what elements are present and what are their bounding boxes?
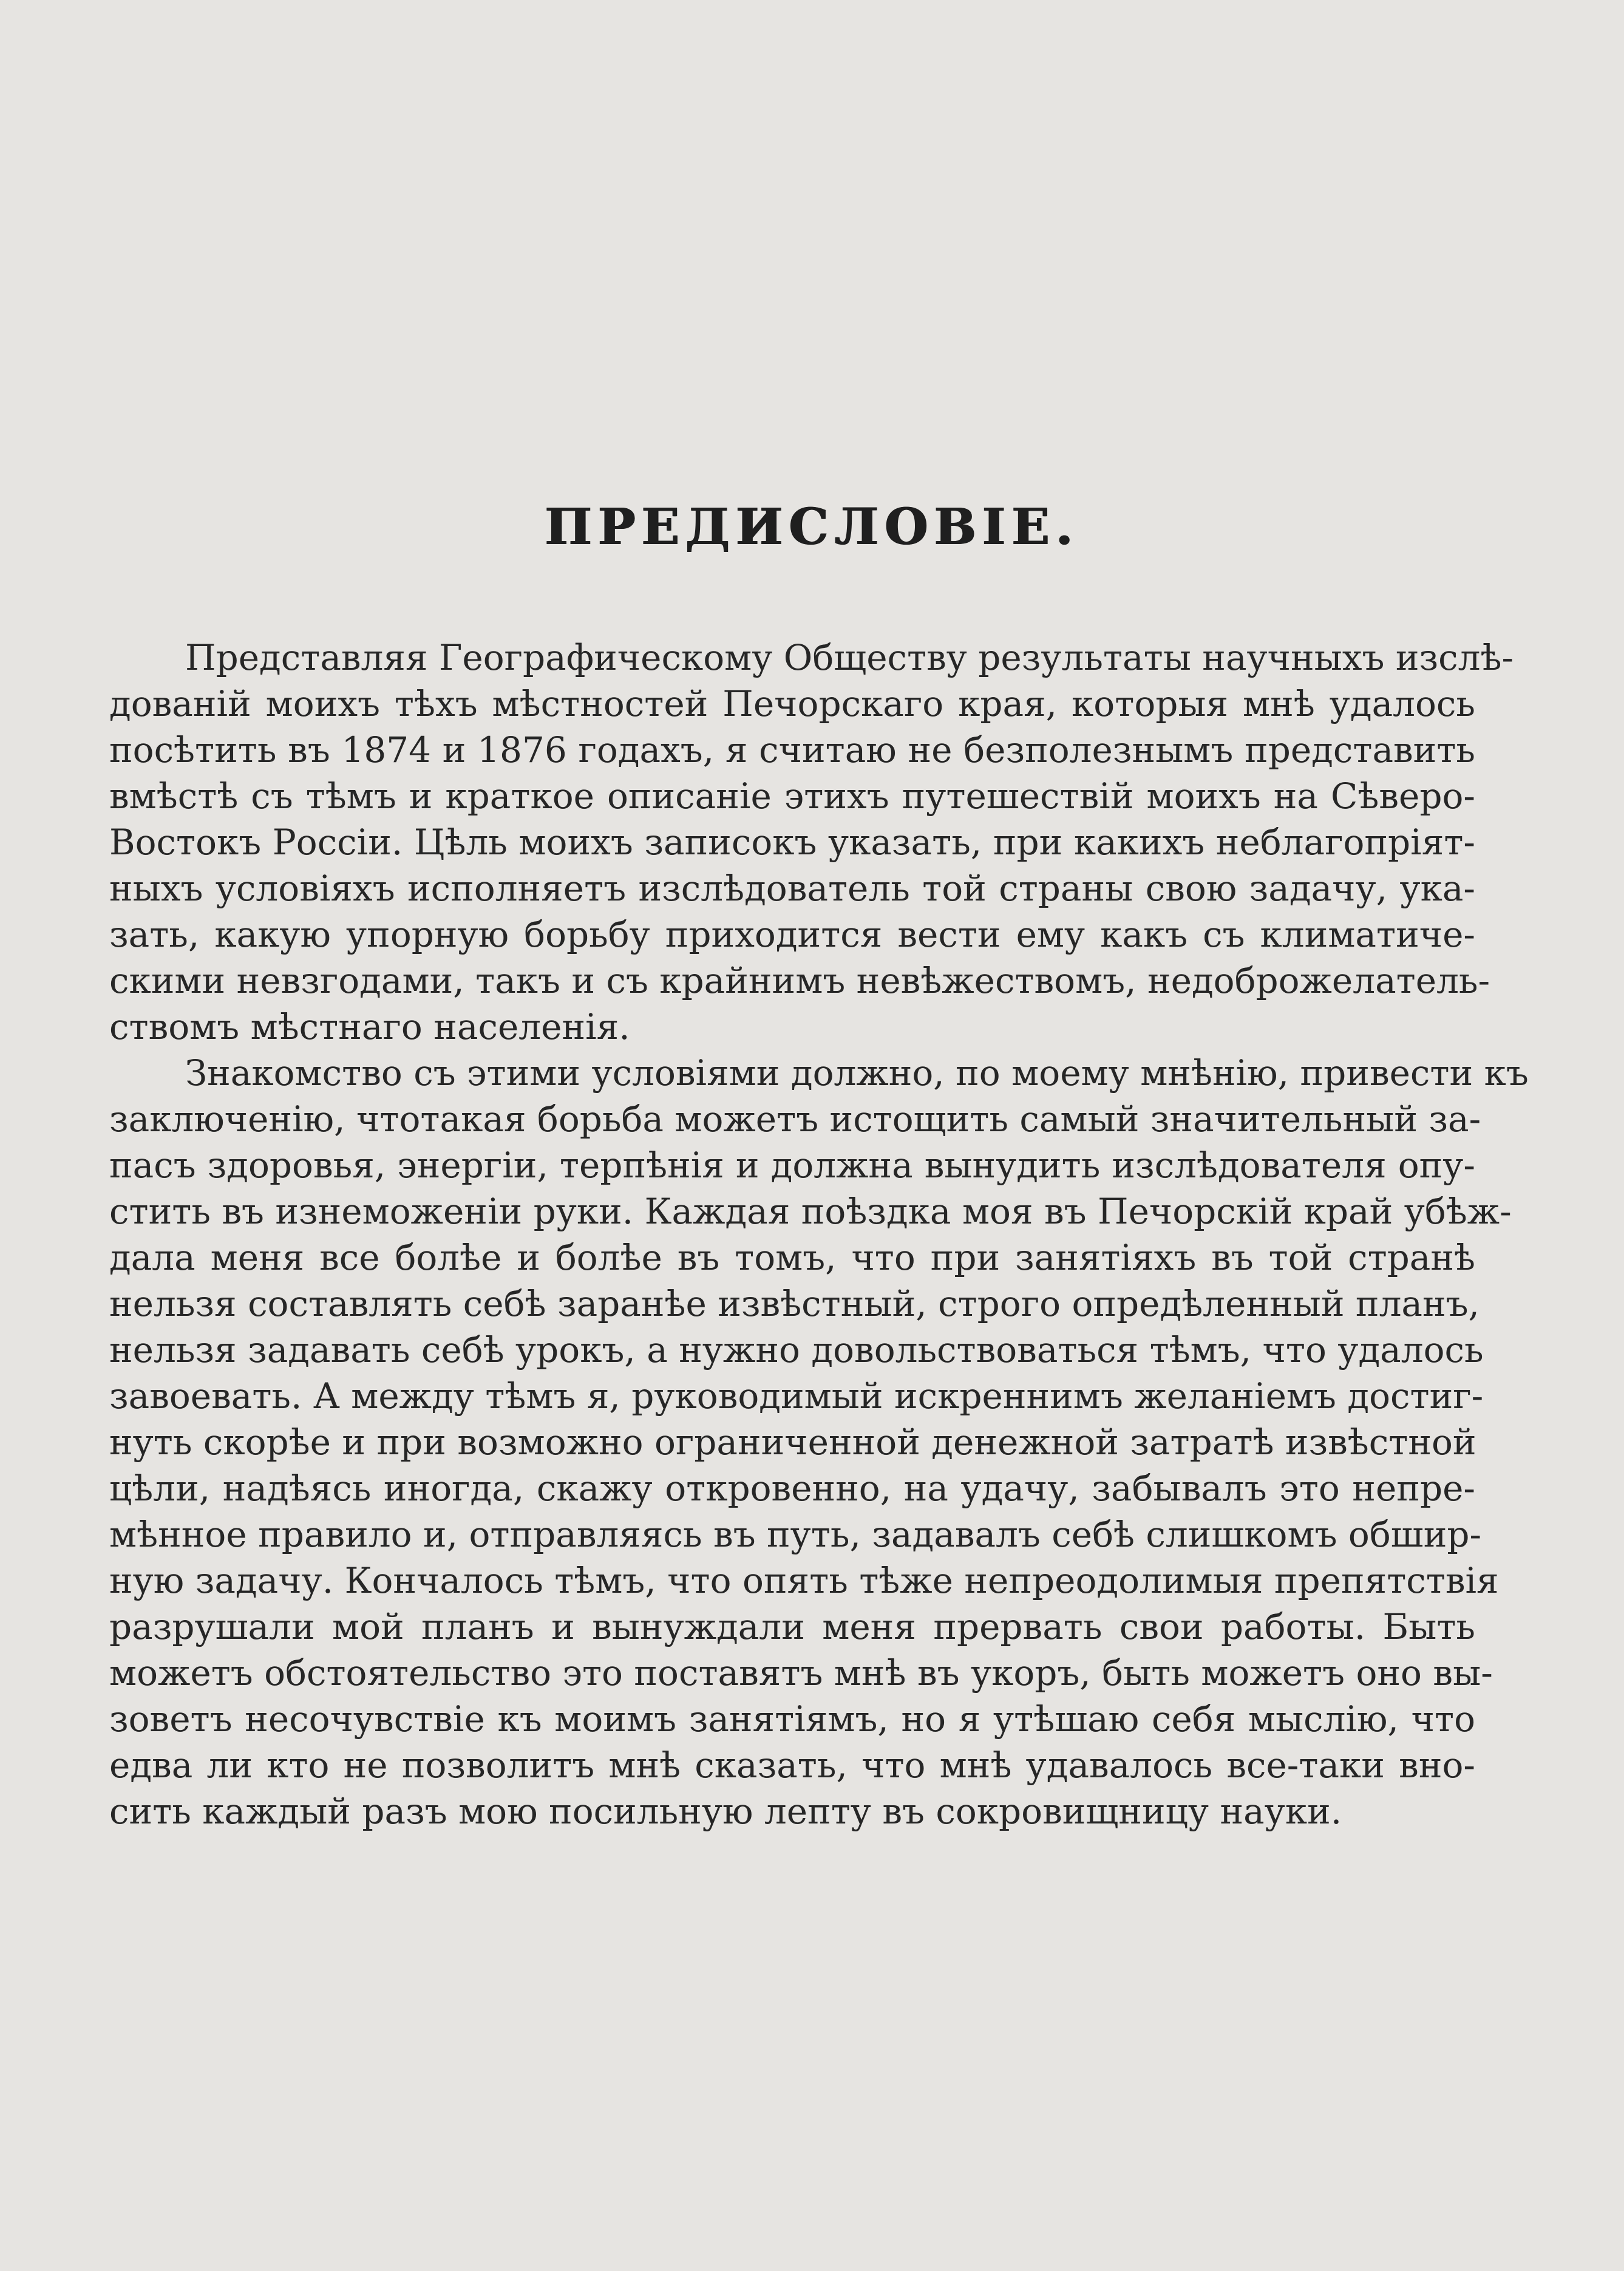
text-line: посѣтить въ 1874 и 1876 годахъ, я считаю не безполезнымъ представить [109,729,1475,771]
text-line: ныхъ условіяхъ исполняетъ изслѣдователь той страны свою задачу, ука- [109,868,1475,909]
page-title: ПРЕДИСЛОВІЕ. [545,498,1079,556]
text-line: Представляя Географическому Обществу результаты научныхъ изслѣ- [185,637,1514,678]
preface-text [109,635,1529,1834]
text-line: пасъ здоровья, энергіи, терпѣнія и должна вынудить изслѣдователя опу- [109,1145,1475,1186]
text-line: дованій моихъ тѣхъ мѣстностей Печорскаго края, которыя мнѣ удалось [109,683,1475,724]
text-line: завоевать. А между тѣмъ я, руководимый искреннимъ желаніемъ достиг- [109,1375,1484,1417]
text-line: Знакомство съ этими условіями должно, по моему мнѣнію, привести къ [185,1052,1529,1094]
text-line: Востокъ Россіи. Цѣль моихъ записокъ указать, при какихъ неблагопріят- [109,822,1475,863]
text-line: нельзя задавать себѣ урокъ, а нужно довольствоваться тѣмъ, что удалось [109,1329,1484,1370]
text-line: зоветъ несочувствіе къ моимъ занятіямъ, но я утѣшаю себя мыслію, что [109,1698,1475,1740]
text-line: можетъ обстоятельство это поставятъ мнѣ въ укоръ, быть можетъ оно вы- [109,1652,1493,1694]
text-line: едва ли кто не позволитъ мнѣ сказать, что мнѣ удавалось все-таки вно- [109,1745,1475,1786]
text-line: разрушали мой планъ и вынуждали меня прервать свои работы. Быть [109,1606,1475,1647]
text-line: вмѣстѣ съ тѣмъ и краткое описаніе этихъ путешествій моихъ на Сѣверо- [109,775,1475,817]
text-line: ную задачу. Кончалось тѣмъ, что опять тѣже непреодолимыя препятствія [109,1560,1499,1601]
text-line: дала меня все болѣе и болѣе въ томъ, что при занятіяхъ въ той странѣ [109,1237,1475,1278]
text-line: стить въ изнеможеніи руки. Каждая поѣздка моя въ Печорскій край убѣж- [109,1191,1512,1232]
text-line: мѣнное правило и, отправляясь въ путь, задавалъ себѣ слишкомъ обшир- [109,1514,1482,1555]
text-line: зать, какую упорную борьбу приходится вести ему какъ съ климатиче- [109,914,1475,955]
text-line: заключенію, чтотакая борьба можетъ истощить самый значительный за- [109,1098,1481,1140]
text-line: нельзя составлять себѣ заранѣе извѣстный, строго опредѣленный планъ, [109,1283,1480,1324]
text-line: нуть скорѣе и при возможно ограниченной денежной затратѣ извѣстной [109,1422,1476,1463]
text-line: сить каждый разъ мою посильную лепту въ сокровищницу науки. [109,1791,1342,1832]
text-line: ствомъ мѣстнаго населенія. [109,1006,630,1047]
text-line: скими невзгодами, такъ и съ крайнимъ невѣжествомъ, недоброжелатель- [109,960,1490,1001]
text-line: цѣли, надѣясь иногда, скажу откровенно, на удачу, забывалъ это непре- [109,1468,1475,1509]
